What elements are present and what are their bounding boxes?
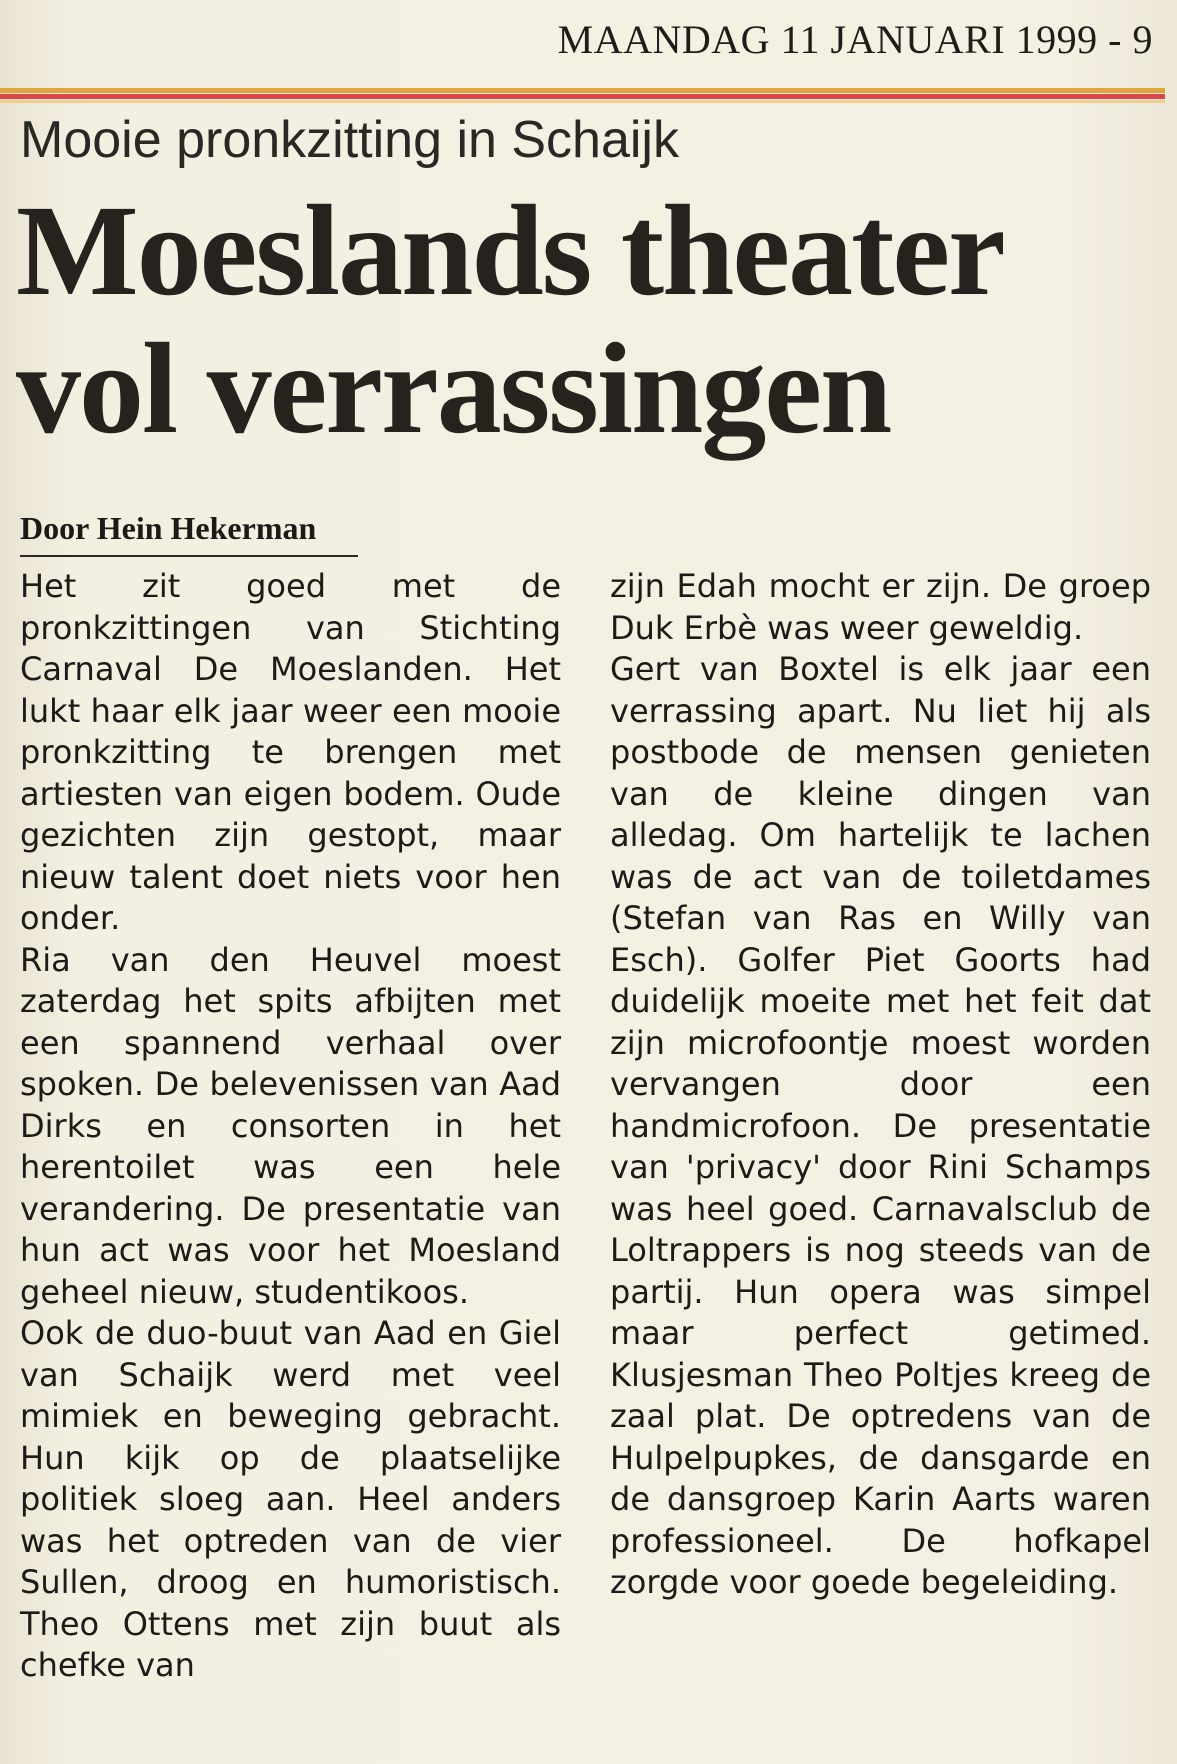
article-headline [16,179,1156,461]
article-column-right [610,566,1151,1604]
dateline: MAANDAG 11 JANUARI 1999 - 9 [557,17,1153,62]
paragraph: Gert van Boxtel is elk jaar een verrassing apart. Nu liet hij als postbode de mensen genieten van de kleine dingen van alledag. Om hartelijk te lachen was de act van de toiletdames (Stefan van Ras en Willy van Esch). Golfer Piet Goorts had duidelijk moeite met het feit dat zijn microfoontje moest worden vervangen door een handmicrofoon. De presentatie van 'privacy' door Rini Schamps was heel goed. Carnavalsclub de Loltrappers is nog steeds van de partij. Hun opera was simpel maar perfect getimed. Klusjesman Theo Poltjes kreeg de zaal plat. De optredens van de Hulpelpupkes, de dansgarde en de dansgroep Karin Aarts waren professioneel. De hofkapel zorgde voor goede begeleiding. [610,650,1151,1601]
header-rule-red [0,94,1165,99]
byline: Door Hein Hekerman [20,510,358,557]
paragraph: Ook de duo-buut van Aad en Giel van Schaijk werd met veel mimiek en beweging gebracht. Hun kijk op de plaatselijke politiek sloeg aan. Heel anders was het optreden van de vier Sullen, droog en humoristisch. Theo Ottens met zijn buut als chefke van [20,1314,561,1684]
article-kicker: Mooie pronkzitting in Schaijk [20,111,679,169]
paragraph: Ria van den Heuvel moest zaterdag het spits afbijten met een spannend verhaal over spoken. De belevenissen van Aad Dirks en consorten in het herentoilet was een hele verandering. De presentatie van hun act was voor het Moesland geheel nieuw, studentikoos. [20,940,561,1311]
paragraph: Het zit goed met de pronkzittingen van Stichting Carnaval De Moeslanden. Het lukt haar elk jaar weer een mooie pronkzitting te brengen met artiesten van eigen bodem. Oude gezichten zijn gestopt, maar nieuw talent doet niets voor hen onder. [20,567,561,937]
header-rule-yellow [0,100,1165,103]
article-column-left [20,566,561,1687]
paragraph: zijn Edah mocht er zijn. De groep Duk Erbè was weer geweldig. [610,567,1151,647]
header-rule-orange [0,88,1165,93]
headline-line-1: Moeslands theater [16,179,1004,323]
headline-line-2: vol verrassingen [16,317,891,461]
